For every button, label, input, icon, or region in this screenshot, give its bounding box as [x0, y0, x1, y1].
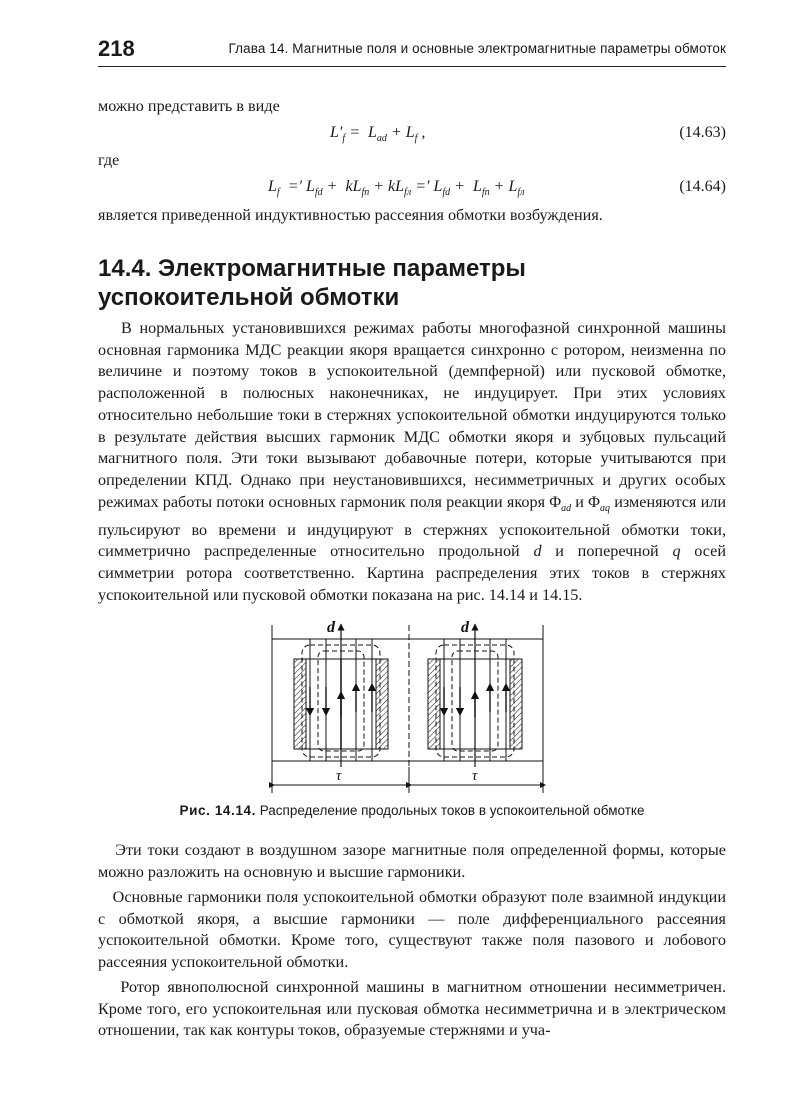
- phi-ad-symbol: $\Phi_{ad}$: [549, 492, 572, 514]
- q-axis-symbol: q: [672, 542, 681, 561]
- phi-aq-symbol: $\Phi_{aq}$: [588, 492, 611, 514]
- equation-14-64-number: (14.64): [679, 178, 726, 195]
- running-header: [98, 36, 726, 66]
- equation-14-63-number: (14.63): [679, 124, 726, 141]
- paragraph-3: [98, 887, 726, 974]
- right-pole: [428, 619, 522, 767]
- figure-caption-label: Рис. 14.14.: [179, 803, 256, 818]
- tau-right-label: τ: [472, 768, 478, 784]
- where-text: где: [98, 151, 120, 169]
- paragraph-4: [98, 977, 726, 1042]
- figure-caption-text: Распределение продольных токов в успокоительной обмотке: [255, 803, 645, 818]
- paragraph-4-text: Ротор явнополюсной синхронной машины в магнитном отношении несимметричен. Кроме того, его успокоительная или пусковая обмотка несимметрична и в электрическом отношении, так как контуры токов, образуемые стержнями и уча-: [98, 978, 726, 1040]
- intro-text: можно представить в виде: [98, 97, 280, 115]
- paragraph-2: [98, 840, 726, 883]
- figure-caption: [98, 803, 726, 818]
- section-title-line2: успокоительной обмотки: [98, 284, 400, 311]
- page-number: 218: [98, 36, 135, 61]
- section-title: [98, 254, 726, 312]
- equation-14-63: [98, 124, 726, 148]
- after-equation-text: является приведенной индуктивностью рассеяния обмотки возбуждения.: [98, 206, 603, 224]
- equation-14-64-body: $L_f$ =′ $L_{fd} + kL_{fn} + kL_{fл}$ =′ $L_{fd} + L_{fn} + L_{fл}$: [268, 178, 525, 199]
- left-pole: [294, 619, 388, 767]
- paragraph-1-and2: и поперечной: [541, 542, 673, 561]
- tau-dimensions: [272, 767, 543, 793]
- right-d-axis-label: d: [461, 619, 469, 636]
- tau-left-label: τ: [336, 768, 342, 784]
- paragraph-1-part1: В нормальных установившихся режимах работы многофазной синхронной машины основная гармоника МДС реакции якоря вращается синхронно с ротором, неизменна по величине и поэтому токов в успокоительной (демпферной) или пусковой обмотке, расположенной в полюсных наконечниках, не индуцирует. При этих условиях относительно небольшие токи в стержнях успокоительной обмотки индуцируются только в результате действия высших гармоник МДС обмотки якоря и зубцовых пульсаций магнитного поля. Эти токи вызывают добавочные потери, которые учитываются при определении КПД. Однако при неустановившихся, несимметричных и других особых режимах работы потоки основных гармоник поля реакции якоря: [98, 319, 726, 511]
- section-title-line1: 14.4. Электромагнитные параметры: [98, 255, 526, 282]
- d-axis-symbol: d: [533, 542, 542, 561]
- equation-14-64: [98, 178, 726, 202]
- paragraph-1-and1: и: [571, 492, 589, 511]
- paragraph-2-text: Эти токи создают в воздушном зазоре магнитные поля определенной формы, которые можно разложить на основную и высшие гармоники.: [98, 841, 726, 881]
- paragraph-1-part3: осей симметрии ротора соответственно. Картина распределения этих токов в стержнях успокоительной или пусковой обмотки показана на рис. 14.14 и 14.15.: [98, 542, 727, 604]
- running-title: Глава 14. Магнитные поля и основные электромагнитные параметры обмоток: [228, 41, 726, 56]
- figure-damper-currents: [266, 617, 546, 795]
- paragraph-1-part2: изменяются или пульсируют во времени и индуцируют в стержнях успокоительной обмотки токи, симметрично распределенные относительно продольной: [98, 492, 726, 561]
- left-d-axis-label: d: [327, 619, 335, 636]
- paragraph-1: [98, 318, 726, 606]
- equation-14-63-body: $L'_f = L_{ad} + L_f$ ,: [330, 124, 426, 145]
- paragraph-3-text: Основные гармоники поля успокоительной обмотки образуют поле взаимной индукции с обмоткой якоря, а высшие гармоники — поле дифференциального рассеяния успокоительной обмотки. Кроме того, существуют также поля пазового и лобового рассеяния успокоительной обмотки.: [98, 888, 726, 972]
- header-rule: [98, 66, 726, 67]
